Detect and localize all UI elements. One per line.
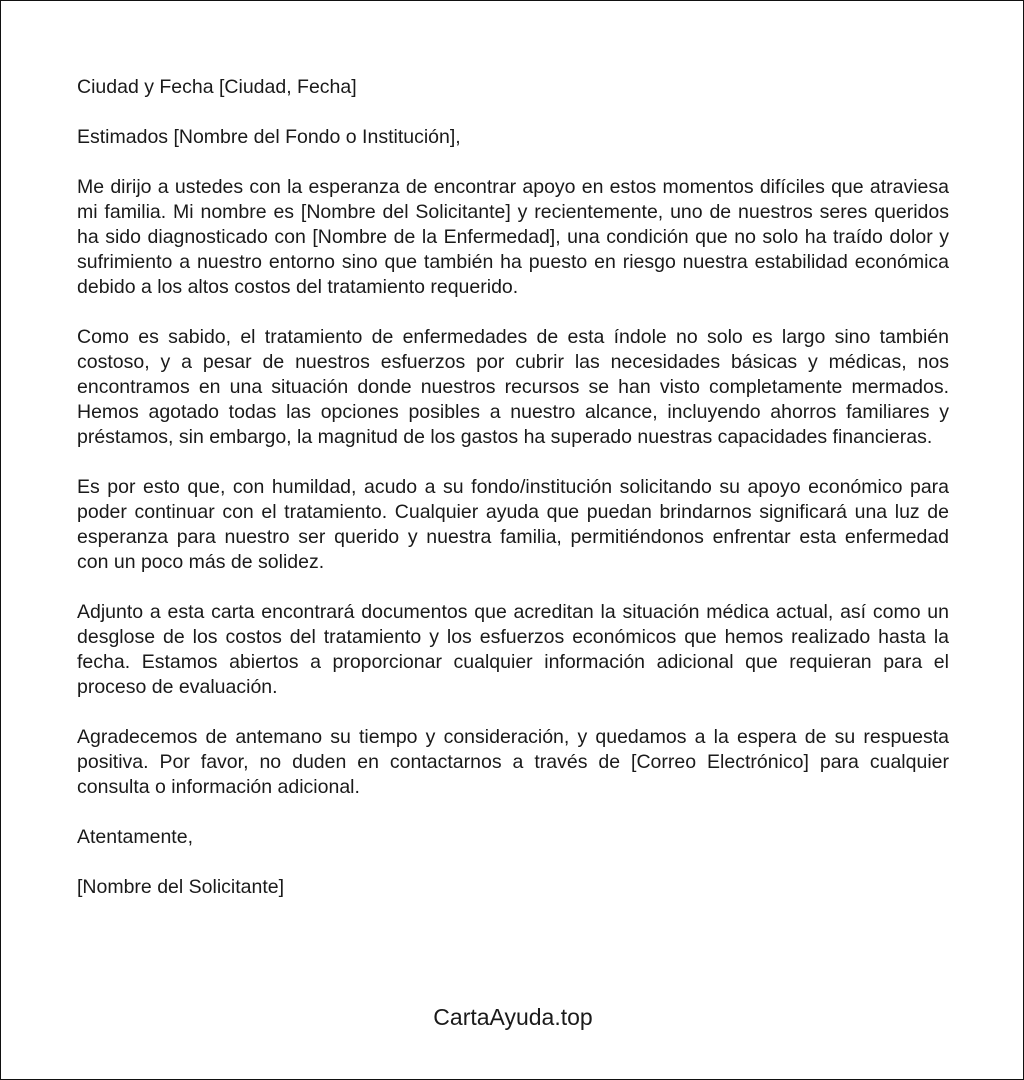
footer-site-name: CartaAyuda.top	[433, 1004, 593, 1030]
greeting-line: Estimados [Nombre del Fondo o Institución],	[77, 126, 461, 148]
place-date-line: Ciudad y Fecha [Ciudad, Fecha]	[77, 76, 357, 98]
paragraph-request: Es por esto que, con humildad, acudo a su fondo/institución solicitando su apoyo económico para poder continuar con el tratamiento. Cualquier ayuda que puedan brindarnos significará una luz de esperanza para nuestro ser querido y nuestra familia, permitiéndonos enfrentar esta enfermedad con un poco más de solidez.	[77, 476, 949, 573]
paragraph-intro: Me dirijo a ustedes con la esperanza de encontrar apoyo en estos momentos difíciles que atraviesa mi familia. Mi nombre es [Nombre del Solicitante] y recientemente, uno de nuestros seres queridos ha sido diagnosticado con [Nombre de la Enfermedad], una condición que no solo ha traído dolor y sufrimiento a nuestro entorno sino que también ha puesto en riesgo nuestra estabilidad económica debido a los altos costos del tratamiento requerido.	[77, 176, 949, 298]
paragraph-thanks: Agradecemos de antemano su tiempo y consideración, y quedamos a la espera de su respuesta positiva. Por favor, no duden en contactarnos a través de [Correo Electrónico] para cualquier consulta o información adicional.	[77, 726, 949, 798]
closing-line: Atentamente,	[77, 826, 193, 848]
letter-body	[77, 75, 949, 925]
paragraph-costs: Como es sabido, el tratamiento de enfermedades de esta índole no solo es largo sino también costoso, y a pesar de nuestros esfuerzos por cubrir las necesidades básicas y médicas, nos encontramos en una situación donde nuestros recursos se han visto completamente mermados. Hemos agotado todas las opciones posibles a nuestro alcance, incluyendo ahorros familiares y préstamos, sin embargo, la magnitud de los gastos ha superado nuestras capacidades financieras.	[77, 326, 949, 448]
signature-line: [Nombre del Solicitante]	[77, 876, 285, 898]
paragraph-attachments: Adjunto a esta carta encontrará documentos que acreditan la situación médica actual, así como un desglose de los costos del tratamiento y los esfuerzos económicos que hemos realizado hasta la fecha. Estamos abiertos a proporcionar cualquier información adicional que requieran para el proceso de evaluación.	[77, 601, 949, 698]
